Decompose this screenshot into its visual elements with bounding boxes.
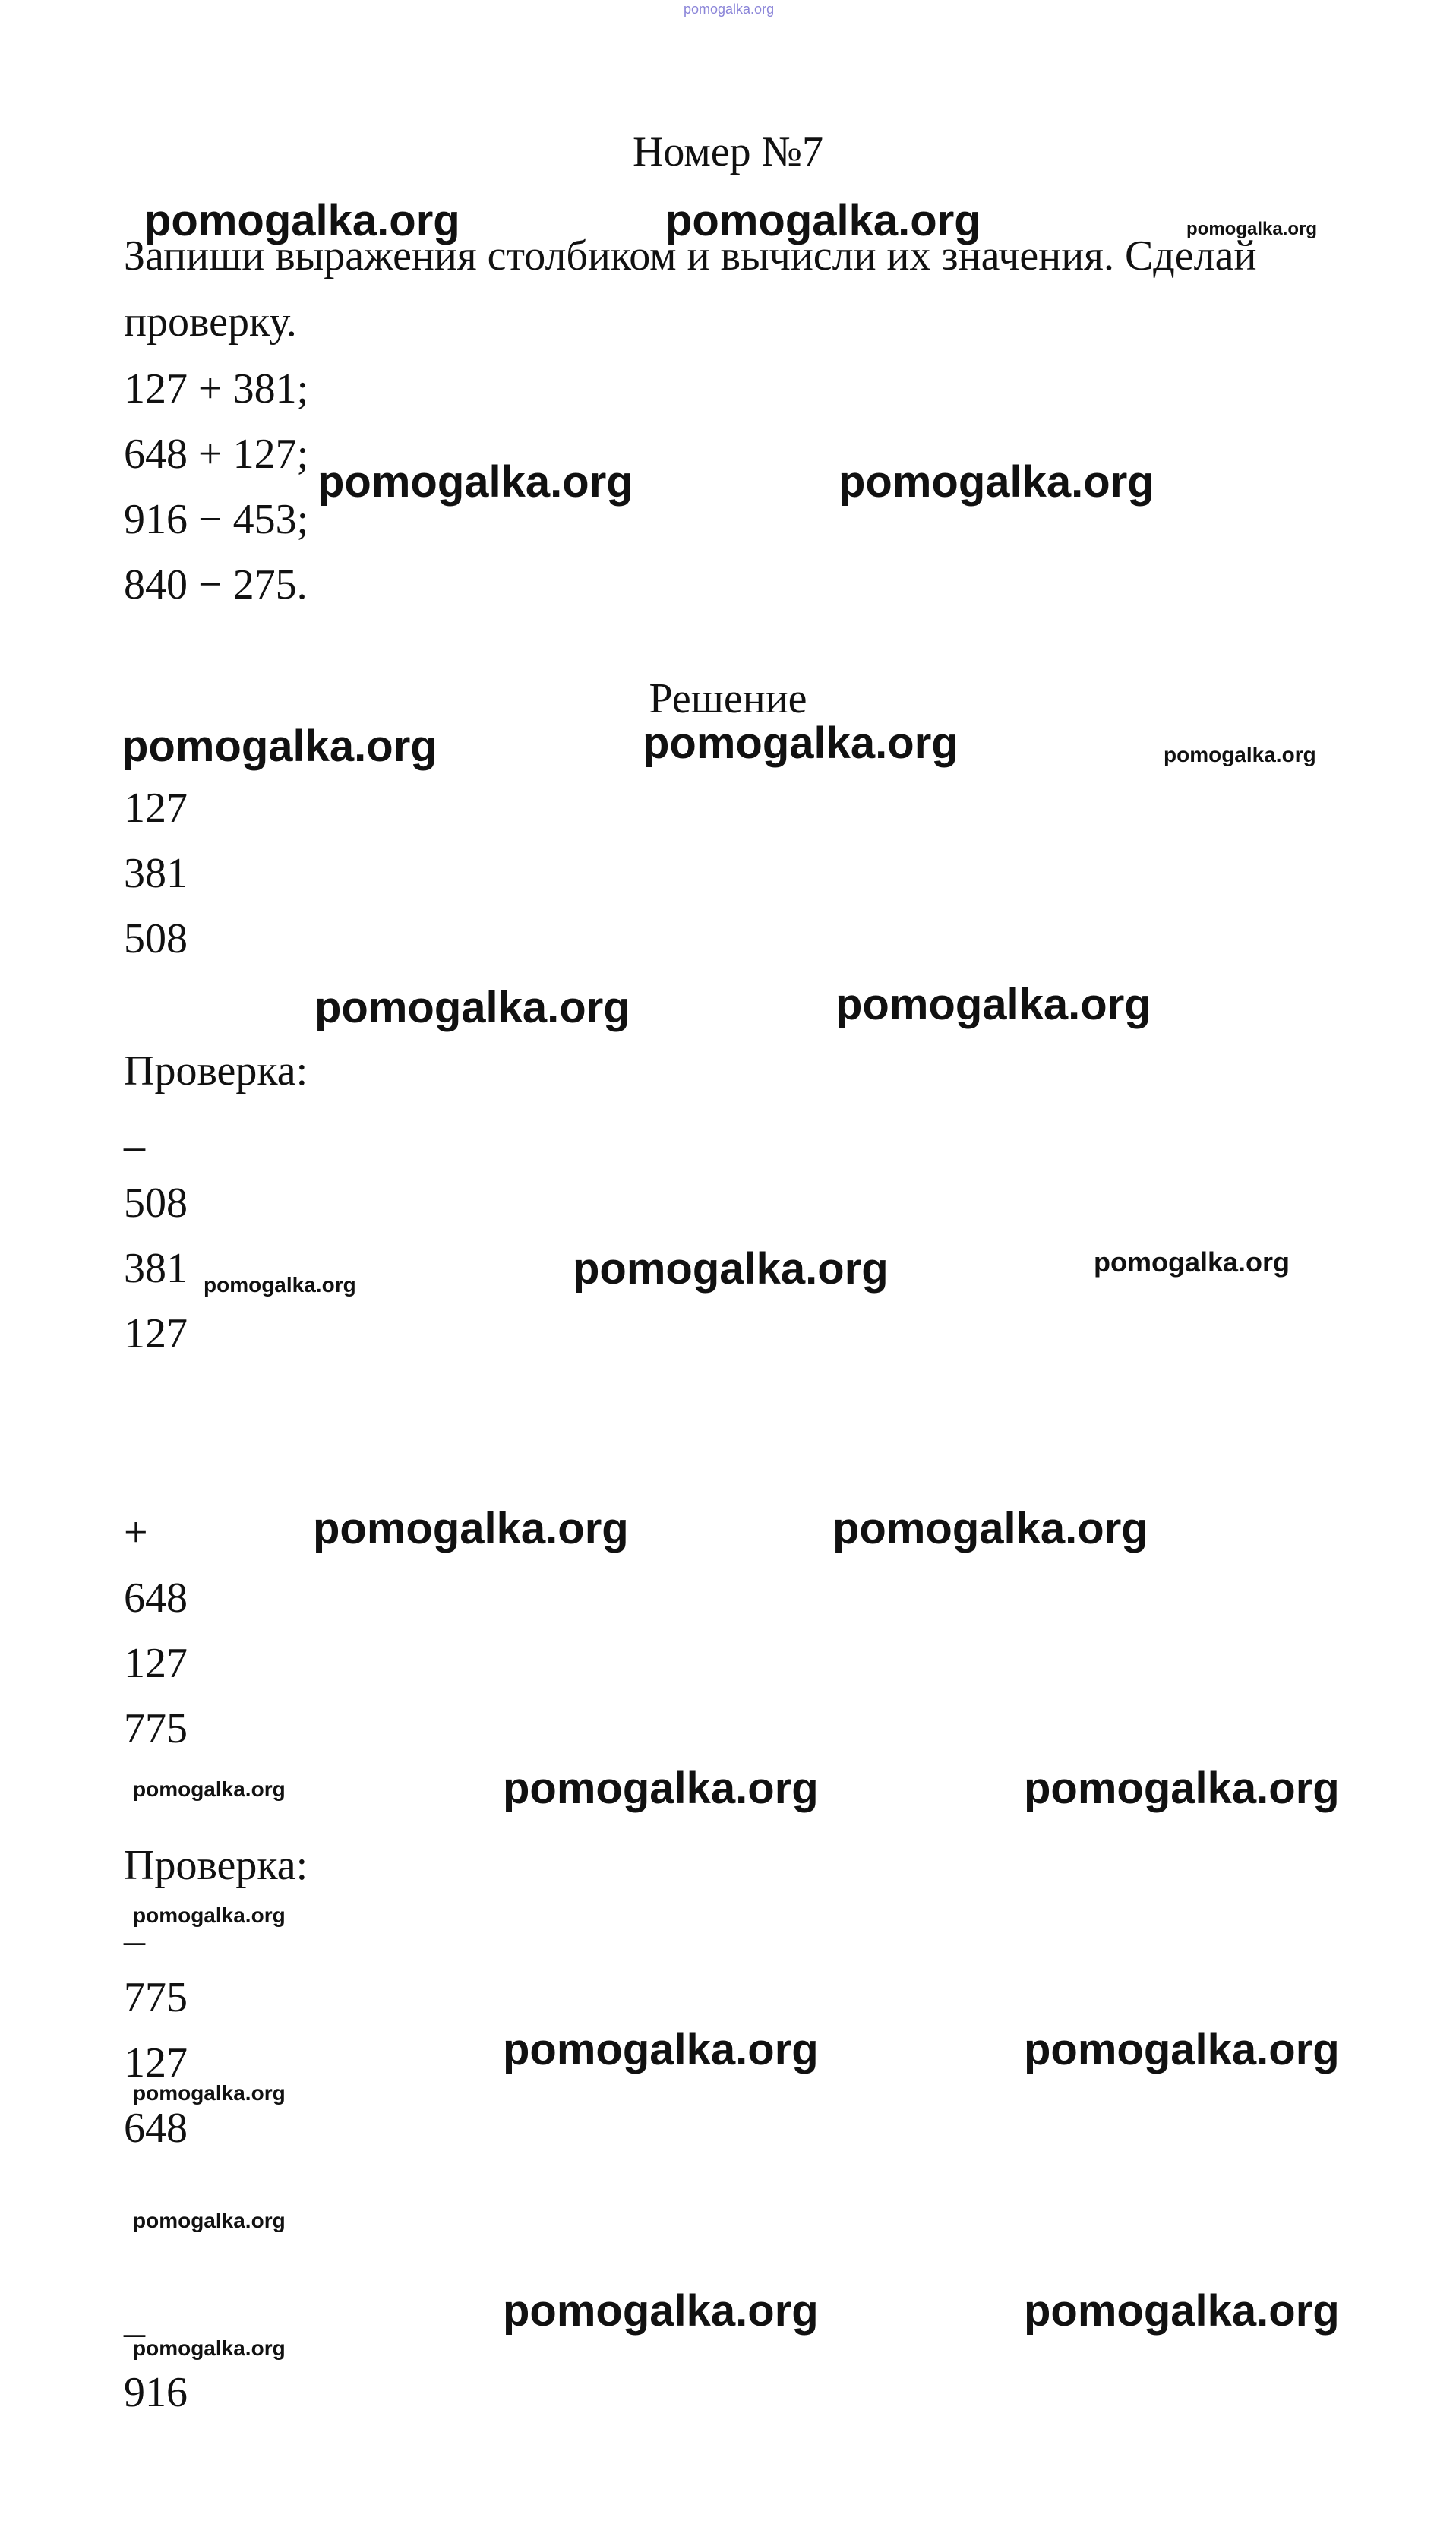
block2-line-2: 127	[124, 1640, 188, 1687]
watermark: pomogalka.org	[1164, 743, 1316, 766]
check1-line-1: 508	[124, 1180, 188, 1227]
watermark: pomogalka.org	[133, 2209, 286, 2232]
watermark: pomogalka.org	[503, 2025, 819, 2074]
watermark: pomogalka.org	[122, 722, 437, 771]
check2-line-1: 775	[124, 1974, 188, 2021]
watermark: pomogalka.org	[1024, 1764, 1340, 1813]
check1-sign: _	[124, 1108, 145, 1155]
check2-sign: _	[124, 1903, 145, 1950]
solution-heading: Решение	[649, 675, 807, 722]
watermark: pomogalka.org	[133, 2336, 286, 2360]
watermark: pomogalka.org	[503, 2286, 819, 2336]
watermark: pomogalka.org	[832, 1504, 1148, 1553]
block3-sign: _	[124, 2295, 145, 2342]
check1-line-2: 381	[124, 1245, 188, 1292]
watermark: pomogalka.org	[835, 980, 1151, 1029]
watermark: pomogalka.org	[839, 457, 1154, 507]
watermark: pomogalka.org	[317, 457, 633, 507]
expression-2: 648 + 127;	[124, 431, 309, 478]
watermark: pomogalka.org	[1024, 2286, 1340, 2336]
watermark: pomogalka.org	[1186, 219, 1318, 239]
watermark: pomogalka.org	[573, 1244, 889, 1294]
expression-4: 840 − 275.	[124, 561, 308, 608]
watermark: pomogalka.org	[133, 1903, 286, 1927]
block1-line-3: 508	[124, 915, 188, 962]
site-watermark-top: pomogalka.org	[684, 2, 775, 17]
check2-line-2: 127	[124, 2039, 188, 2086]
check2-line-3: 648	[124, 2105, 188, 2152]
watermark: pomogalka.org	[503, 1764, 819, 1813]
watermark: pomogalka.org	[665, 196, 981, 245]
block2-sign: +	[124, 1509, 148, 1556]
watermark: pomogalka.org	[133, 2081, 286, 2105]
watermark: pomogalka.org	[1024, 2025, 1340, 2074]
task-text: Запиши выражения столбиком и вычисли их значения. Сделай проверку.	[124, 232, 1257, 346]
watermark: pomogalka.org	[1094, 1246, 1290, 1278]
expression-3: 916 − 453;	[124, 496, 309, 543]
expression-1: 127 + 381;	[124, 365, 309, 412]
block2-line-1: 648	[124, 1575, 188, 1622]
block3-line-1: 916	[124, 2369, 188, 2416]
watermark: pomogalka.org	[313, 1504, 629, 1553]
watermark: pomogalka.org	[144, 196, 460, 245]
page-title: Номер №7	[632, 128, 824, 175]
check1-line-3: 127	[124, 1310, 188, 1357]
check1-label: Проверка:	[124, 1047, 308, 1095]
block2-line-3: 775	[124, 1705, 188, 1752]
watermark: pomogalka.org	[314, 983, 630, 1032]
check2-label: Проверка:	[124, 1842, 308, 1889]
block1-line-1: 127	[124, 785, 188, 832]
watermark: pomogalka.org	[643, 719, 959, 768]
watermark: pomogalka.org	[133, 1777, 286, 1801]
watermark: pomogalka.org	[204, 1273, 356, 1297]
block1-line-2: 381	[124, 850, 188, 897]
